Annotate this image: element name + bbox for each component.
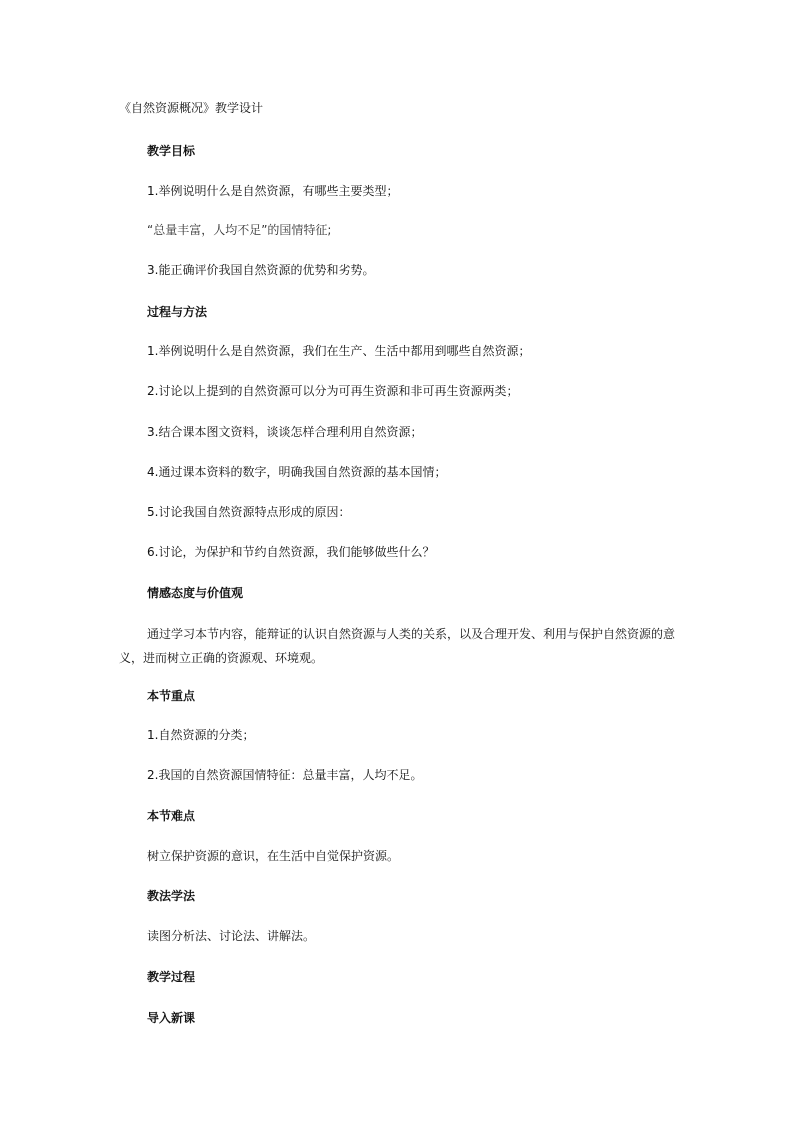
process-item-2: 2.讨论以上提到的自然资源可以分为可再生资源和非可再生资源两类；: [147, 384, 519, 398]
process-item-1: 1.举例说明什么是自然资源，我们在生产、生活中都用到哪些自然资源；: [147, 344, 531, 358]
key-point-1: 1.自然资源的分类；: [147, 728, 255, 742]
process-item-3: 3.结合课本图文资料，谈谈怎样合理利用自然资源；: [147, 425, 423, 439]
heading-teaching-goals: 教学目标: [147, 144, 196, 158]
process-item-4: 4.通过课本资料的数字，明确我国自然资源的基本国情；: [147, 465, 447, 479]
process-item-6: 6.讨论，为保护和节约自然资源，我们能够做些什么？: [147, 545, 435, 559]
heading-teaching-process: 教学过程: [147, 970, 196, 984]
heading-key-points: 本节重点: [147, 689, 196, 703]
goal-item-2: “总量丰富，人均不足”的国情特征;: [147, 223, 332, 237]
key-point-2: 2.我国的自然资源国情特征：总量丰富，人均不足。: [147, 768, 423, 782]
process-item-5: 5.讨论我国自然资源特点形成的原因：: [147, 505, 351, 519]
methods-text: 读图分析法、讨论法、讲解法。: [147, 929, 316, 943]
goal-item-1: 1.举例说明什么是自然资源，有哪些主要类型；: [147, 184, 399, 198]
heading-process-methods: 过程与方法: [147, 305, 208, 319]
heading-values: 情感态度与价值观: [147, 586, 244, 600]
goal-item-3: 3.能正确评价我国自然资源的优势和劣势。: [147, 263, 375, 277]
heading-intro: 导入新课: [147, 1011, 196, 1025]
document-title: 《自然资源概况》教学设计: [119, 101, 264, 115]
difficult-points-text: 树立保护资源的意识，在生活中自觉保护资源。: [147, 849, 400, 863]
heading-methods: 教法学法: [147, 889, 196, 903]
values-paragraph: 通过学习本节内容，能辩证的认识自然资源与人类的关系，以及合理开发、利用与保护自然资源的意义，进而树立正确的资源观、环境观。: [119, 627, 676, 665]
heading-difficult-points: 本节难点: [147, 809, 196, 823]
